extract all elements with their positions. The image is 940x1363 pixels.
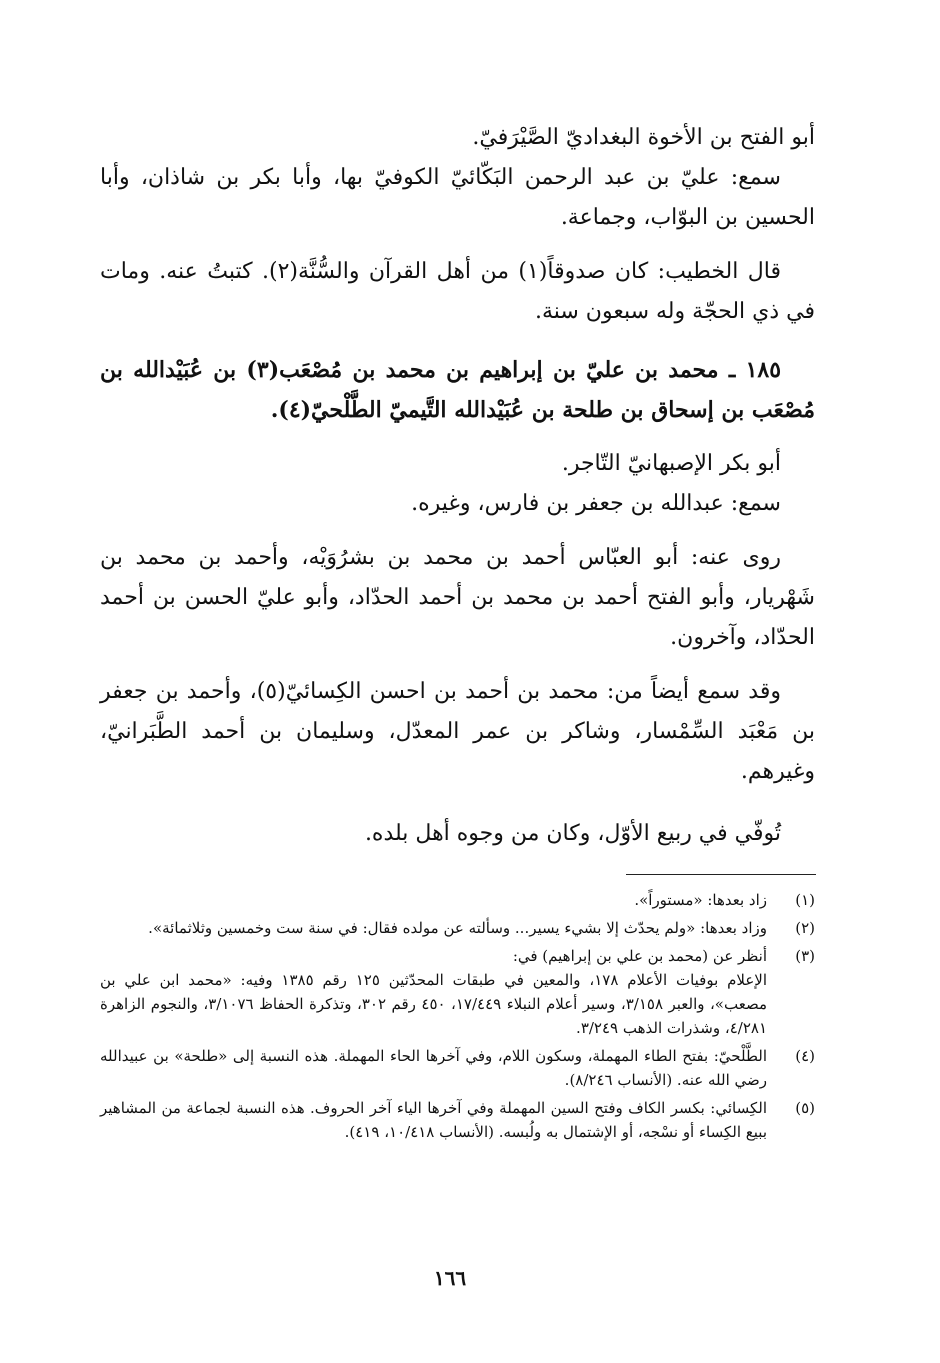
footnote-line: الكِسائي: بكسر الكاف وفتح السين المهملة وفي آخرها الياء آخر الحروف. هذه النسبة لجماعة من المشاهير ببيع الكِساء أو نسْجه، أو الإشتمال به ولُبسه. (الأنساب ١٠/٤١٨، ٤١٩). [100, 1099, 767, 1141]
paragraph-heard: سمع: عبدالله بن جعفر بن فارس، وغيره. [411, 491, 781, 516]
paragraph-death: تُوفّي في ربيع الأوّل، وكان من وجوه أهل بلده. [364, 821, 781, 846]
footnote-line: زاد بعدها: «مستوراً». [634, 891, 767, 909]
footnote-2 [100, 916, 815, 940]
footnote-number: (٤) [795, 1047, 815, 1065]
footnote-1 [100, 888, 815, 912]
paragraph-kunya: أبو بكر الإصبهانيّ التّاجر. [561, 451, 781, 476]
footnote-line: الإعلام بوفيات الأعلام ١٧٨، والمعين في طبقات المحدّثين ١٢٥ رقم ١٣٨٥ وفيه: «محمد ابن علي بن مصعب»، والعبر ٣/١٥٨، وسير أعلام النبلاء ١٧/٤٤٩، ٤٥٠ رقم ٣٠٢، وتذكرة الحفاظ ٣/١٠٧٦، والنجوم الزاهرة ٤/٢٨١، وشذرات الذهب ٣/٢٤٩. [100, 971, 767, 1037]
footnote-line: الطَّلْحيّ: بفتح الطاء المهملة، وسكون اللام، وفي آخرها الحاء المهملة. هذه النسبة إلى «طلحة» بن عبيدالله رضي الله عنه. (الأنساب ٨/٢٤٦). [100, 1047, 767, 1089]
footnote-divider [626, 874, 816, 875]
footnote-line: وزاد بعدها: «ولم يحدّث إلا بشيء يسير... وسألته عن مولده فقال: في سنة ست وخمسين وثلاثمائة». [148, 919, 767, 937]
footnote-text [100, 916, 767, 940]
footnote-5 [100, 1096, 815, 1144]
entry-heading-185: ١٨٥ ـ محمد بن عليّ بن إبراهيم بن محمد بن مُصْعَب(٣) بن عُبَيْدالله بن مُصْعَب بن إسحاق بن طلحة بن عُبَيْدالله التَّيميّ الطَّلْحيّ(٤). [100, 357, 815, 423]
footnotes [100, 888, 815, 1148]
footnote-number: (٥) [795, 1099, 815, 1117]
footnote-number: (٣) [795, 947, 815, 965]
footnote-text [100, 1044, 767, 1092]
page-number: ١٦٦ [433, 1266, 467, 1290]
footnote-3 [100, 944, 815, 1040]
paragraph-heard-from: سمع: عليّ بن عبد الرحمن البَكّائيّ الكوفيّ بها، وأبا بكر بن شاذان، وأبا الحسين بن البوّاب، وجماعة. [100, 165, 815, 230]
paragraph-narrated-from-him: روى عنه: أبو العبّاس أحمد بن محمد بن بشرُوَيْه، وأحمد بن محمد بن شَهْريار، وأبو الفتح أحمد بن محمد بن أحمد الحدّاد، وأبو عليّ الحسن بن أحمد الحدّاد، وآخرون. [100, 545, 815, 650]
paragraph-khatib-quote: قال الخطيب: كان صدوقاً(١) من أهل القرآن والسُّنَّة(٢). كتبتُ عنه. ومات في ذي الحجّة وله سبعون سنة. [100, 259, 815, 324]
footnote-text [100, 944, 767, 1040]
paragraph-name-line: أبو الفتح بن الأخوة البغداديّ الصَّيْرَفيّ. [472, 125, 815, 150]
footnote-line: أنظر عن (محمد بن علي بن إبراهيم) في: [512, 947, 767, 965]
main-text [100, 118, 815, 854]
footnote-4 [100, 1044, 815, 1092]
footnote-text [100, 1096, 767, 1144]
footnote-text [100, 888, 767, 912]
footnote-number: (٢) [795, 919, 815, 937]
paragraph-also-heard: وقد سمع أيضاً من: محمد بن أحمد بن احسن الكِسائيّ(٥)، وأحمد بن جعفر بن مَعْبَد السِّمْسار، وشاكر بن عمر المعدّل، وسليمان بن أحمد الطَّبَرانيّ، وغيرهم. [100, 679, 815, 784]
footnote-number: (١) [795, 891, 815, 909]
